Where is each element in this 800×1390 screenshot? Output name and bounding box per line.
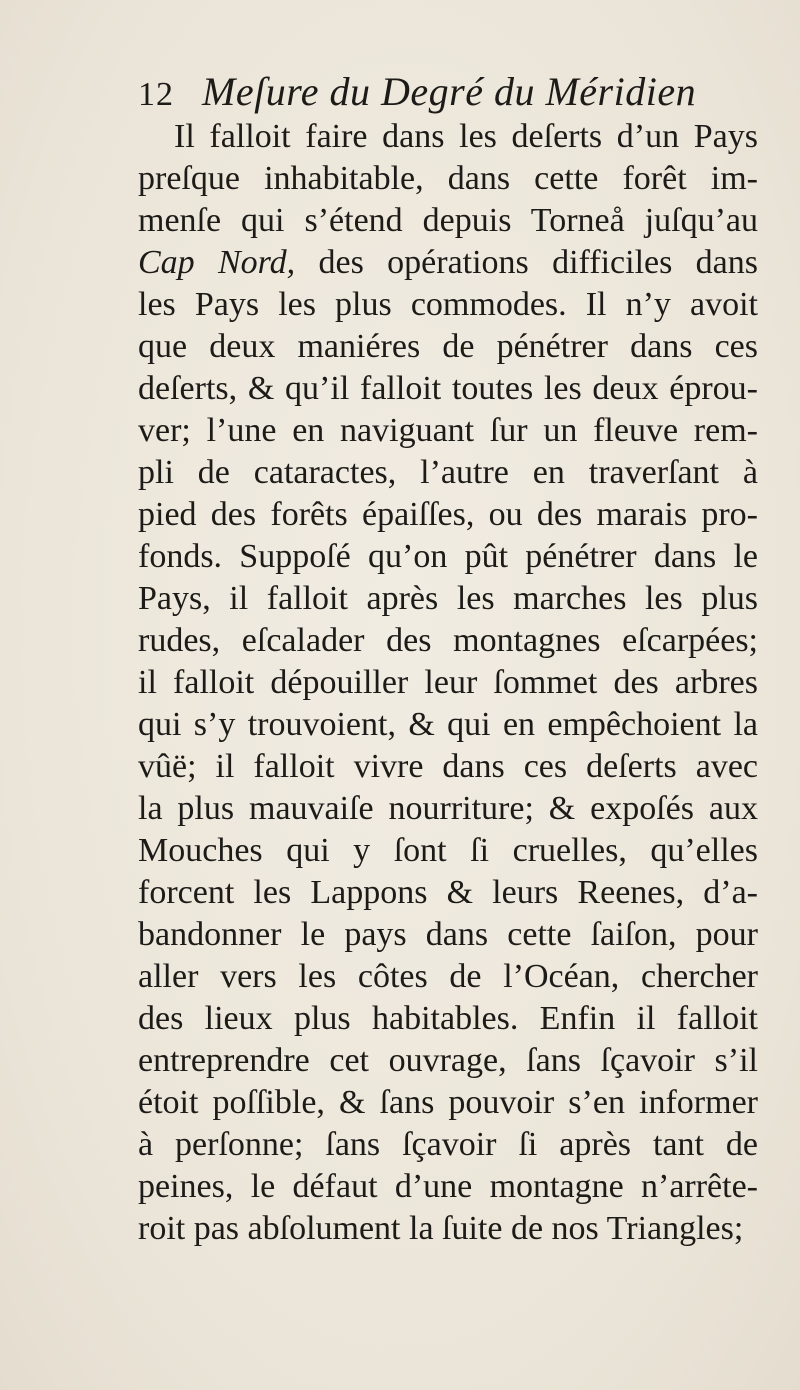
text-line: deſerts, & qu’il falloit toutes les deux éprou-: [138, 370, 758, 407]
text-line: Mouches qui y ſont ſi cruelles, qu’elles: [138, 832, 758, 869]
text-line: pied des forêts épaiſſes, ou des marais pro-: [138, 496, 758, 533]
text-line: forcent les Lappons & leurs Reenes, d’a-: [138, 874, 758, 911]
text-line: il falloit dépouiller leur ſommet des arbres: [138, 664, 758, 701]
text-line: menſe qui s’étend depuis Torneå juſqu’au: [138, 202, 758, 239]
text-line: fonds. Suppoſé qu’on pût pénétrer dans le: [138, 538, 758, 575]
italic-place-name: Cap Nord,: [138, 244, 296, 281]
text-line: qui s’y trouvoient, & qui en empêchoient la: [138, 706, 758, 743]
text-line: étoit poſſible, & ſans pouvoir s’en informer: [138, 1084, 758, 1121]
text-line: rudes, eſcalader des montagnes eſcarpées;: [138, 622, 758, 659]
text-line: bandonner le pays dans cette ſaiſon, pour: [138, 916, 758, 953]
running-header: [138, 68, 748, 118]
text-line: roit pas abſolument la ſuite de nos Triangles;: [138, 1210, 744, 1247]
text-line: preſque inhabitable, dans cette forêt im-: [138, 160, 758, 197]
text-line: les Pays les plus commodes. Il n’y avoit: [138, 286, 758, 323]
text-line: ver; l’une en naviguant ſur un fleuve rem-: [138, 412, 758, 449]
text-line: vûë; il falloit vivre dans ces deſerts avec: [138, 748, 758, 785]
text-line: à perſonne; ſans ſçavoir ſi après tant de: [138, 1126, 758, 1163]
text-line: Il falloit faire dans les deſerts d’un Pays: [174, 118, 758, 155]
text-line: entreprendre cet ouvrage, ſans ſçavoir s’il: [138, 1042, 758, 1079]
text-line: pli de cataractes, l’autre en traverſant à: [138, 454, 758, 491]
text-line: des lieux plus habitables. Enfin il falloit: [138, 1000, 758, 1037]
text-line: peines, le défaut d’une montagne n’arrête-: [138, 1168, 758, 1205]
text-line: la plus mauvaiſe nourriture; & expoſés aux: [138, 790, 758, 827]
text-line: Pays, il falloit après les marches les plus: [138, 580, 758, 617]
body-text: [138, 116, 758, 1250]
running-title: Meſure du Degré du Méridien: [202, 69, 697, 114]
text-line: que deux maniéres de pénétrer dans ces: [138, 328, 758, 365]
text-line: Cap Nord, des opérations difficiles dans: [138, 244, 758, 281]
text-line: aller vers les côtes de l’Océan, chercher: [138, 958, 758, 995]
page-number: 12: [138, 76, 174, 113]
